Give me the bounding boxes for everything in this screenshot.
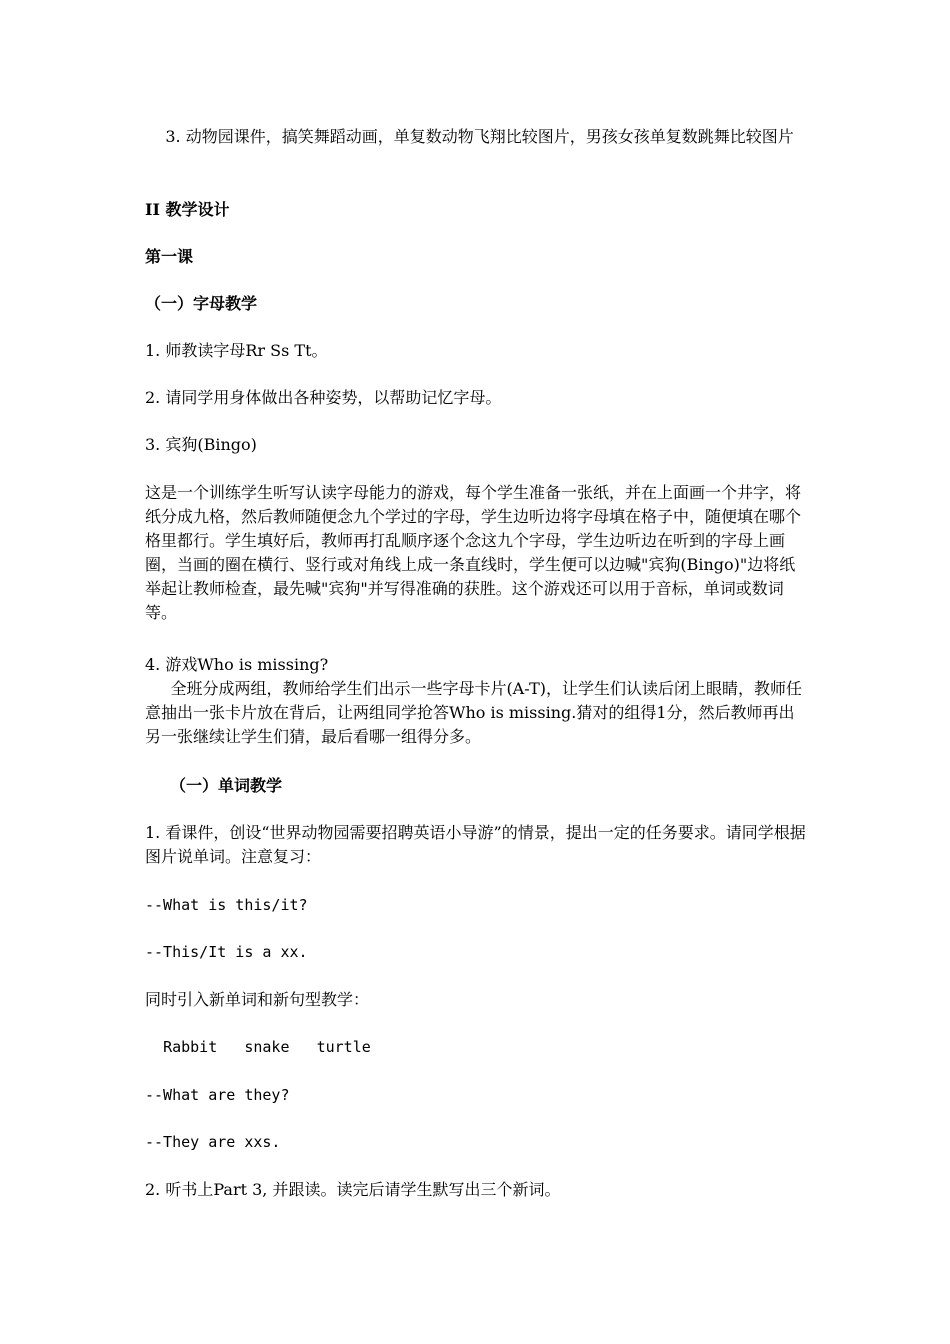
word-step-1: 1. 看课件，创设“世界动物园需要招聘英语小导游”的情景，提出一定的任务要求。请同学根据图片说单词。注意复习：: [145, 823, 806, 866]
heading-letter-teaching: （一）字母教学: [145, 294, 258, 313]
letter-step-4-body: 全班分成两组，教师给学生们出示一些字母卡片(A-T)，让学生们认读后闭上眼睛，教师任意抽出一张卡片放在背后，让两组同学抢答Who is missing.猜对的组得1分，然后教师再出另一张继续让学生们猜，最后看哪一组得分多。: [145, 679, 802, 746]
new-question: --What are they?: [145, 1086, 290, 1104]
new-answer: --They are xxs.: [145, 1133, 281, 1151]
bingo-description: 这是一个训练学生听写认读字母能力的游戏，每个学生准备一张纸，并在上面画一个井字，将纸分成九格，然后教师随便念九个学过的字母，学生边听边将字母填在格子中，随便填在哪个格里都行。学生填好后，教师再打乱顺序逐个念这九个字母，学生边听边在听到的字母上画圈，当画的圈在横行、竖行或对角线上成一条直线时，学生便可以边喊"宾狗(Bingo)"边将纸举起让教师检查，最先喊"宾狗"并写得准确的获胜。这个游戏还可以用于音标，单词或数词等。: [145, 483, 802, 622]
heading-lesson-one: 第一课: [145, 247, 194, 266]
review-question: --What is this/it?: [145, 896, 308, 914]
letter-step-1: 1. 师教读字母Rr Ss Tt。: [145, 341, 328, 360]
review-answer: --This/It is a xx.: [145, 943, 308, 961]
heading-word-teaching: （一）单词教学: [170, 776, 283, 795]
letter-step-3: 3. 宾狗(Bingo): [145, 435, 257, 454]
intro-new-words: 同时引入新单词和新句型教学：: [145, 990, 370, 1009]
letter-step-4-title: 4. 游戏Who is missing?: [145, 655, 329, 674]
letter-step-2: 2. 请同学用身体做出各种姿势，以帮助记忆字母。: [145, 388, 502, 407]
heading-teaching-design: II 教学设计: [145, 200, 230, 219]
word-step-2: 2. 听书上Part 3, 并跟读。读完后请学生默写出三个新词。: [145, 1180, 561, 1199]
paragraph-materials-item-3: 3. 动物园课件，搞笑舞蹈动画，单复数动物飞翔比较图片，男孩女孩单复数跳舞比较图片: [145, 127, 794, 146]
new-words-line: Rabbit snake turtle: [145, 1038, 371, 1056]
